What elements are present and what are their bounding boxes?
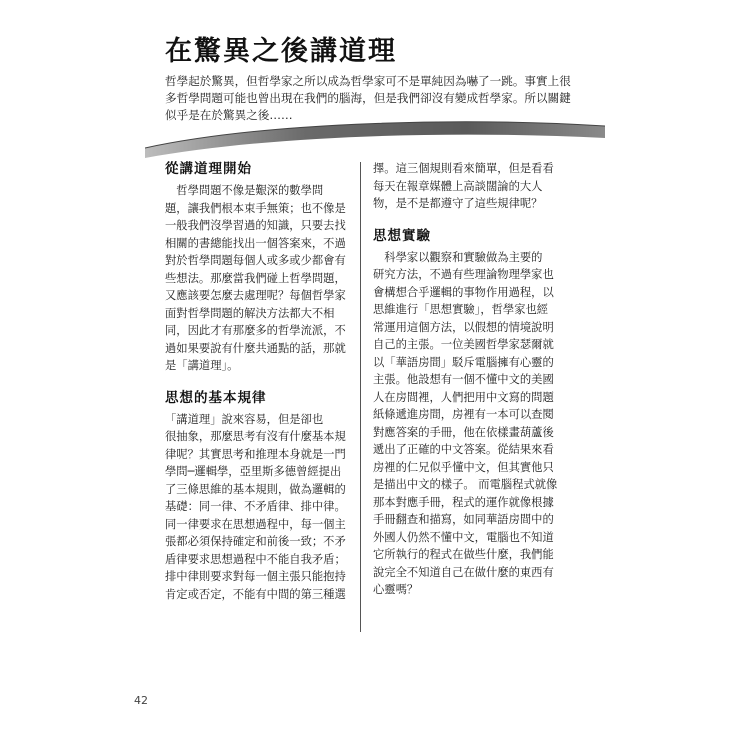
text-line: 是「講道理」。 (165, 359, 239, 372)
text-line: 同一律要求在思想過程中，每一個主 (165, 517, 346, 531)
text-line: 主張。他設想有一個不懂中文的美國 (373, 373, 554, 386)
column-divider (360, 162, 361, 632)
text-line: 了三條思維的基本規則，做為邏輯的 (165, 482, 346, 496)
text-line: 以「華語房間」駁斥電腦擁有心靈的 (373, 355, 554, 369)
text-line: 科學家以觀察和實驗做為主要的 (373, 250, 543, 264)
text-line: 相關的書總能找出一個答案來，不過 (165, 236, 346, 250)
right-column (373, 160, 568, 599)
text-line: 房裡的仁兄似乎懂中文，但其實他只 (373, 460, 554, 474)
text-line: 那本對應手冊，程式的運作就像根據 (373, 495, 554, 509)
section-body (165, 411, 360, 604)
text-line: 遞出了正確的中文答案。從結果來看 (373, 443, 554, 456)
section-heading: 思想實驗 (373, 227, 431, 244)
section-body (165, 182, 360, 375)
text-line: 擇。這三個規則看來簡單，但是看看 (373, 162, 554, 175)
text-line: 人在房間裡，人們把用中文寫的問題 (373, 390, 554, 404)
text-line: 手冊翻查和描寫，如同華語房間中的 (373, 513, 554, 526)
text-line: 學問─邏輯學，亞里斯多德曾經提出 (165, 465, 342, 478)
continued-body (373, 160, 568, 213)
section-heading: 從講道理開始 (165, 161, 252, 177)
intro-paragraph (165, 73, 597, 124)
text-line: 律呢？其實思考和推理本身就是一門 (165, 447, 346, 461)
text-line: 心靈嗎？ (373, 583, 419, 596)
text-line: 紙條遞進房間，房裡有一本可以查閱 (373, 408, 554, 421)
text-line: 研究方法，不過有些理論物理學家也 (373, 268, 554, 281)
text-line: 些想法。那麼當我們碰上哲學問題， (165, 271, 346, 285)
text-line: 很抽象，那麼思考有沒有什麼基本規 (165, 430, 346, 443)
header-swoosh-decoration (145, 118, 605, 162)
text-line: 一般我們沒學習過的知識，只要去找 (165, 219, 346, 232)
text-line: 思維進行「思想實驗」，哲學家也經 (373, 303, 549, 316)
section-body (373, 249, 568, 599)
text-line: 同，因此才有那麼多的哲學流派，不 (165, 324, 346, 337)
text-line: 「講道理」說來容易，但是卻也 (165, 412, 324, 426)
section-heading: 思想的基本規律 (165, 389, 267, 406)
text-line: 對應答案的手冊，他在依樣畫葫蘆後 (373, 425, 554, 439)
text-line: 基礎：同一律、不矛盾律、排中律。 (165, 500, 346, 513)
text-line: 是描出中文的樣子。 而電腦程式就像 (373, 478, 558, 491)
text-line: 盾律要求思想過程中不能自我矛盾； (165, 552, 346, 566)
text-line: 它所執行的程式在做些什麼，我們能 (373, 548, 554, 561)
text-line: 過如果要說有什麼共通點的話，那就 (165, 341, 346, 355)
text-line: 排中律則要求對每一個主張只能抱持 (165, 570, 346, 583)
text-line: 題，讓我們根本束手無策；也不像是 (165, 201, 346, 215)
intro-line: 似乎是在於驚異之後…… (165, 108, 293, 122)
text-line: 常運用這個方法，以假想的情境說明 (373, 320, 554, 334)
text-line: 會構想合乎邏輯的事物作用過程，以 (373, 285, 554, 299)
text-line: 肯定或否定，不能有中間的第三種選 (165, 587, 346, 601)
text-line: 自己的主張。一位美國哲學家瑟爾就 (373, 338, 554, 351)
text-line: 張都必須保持確定和前後一致；不矛 (165, 535, 346, 548)
page-title: 在驚異之後講道理 (165, 36, 397, 67)
intro-line: 多哲學問題可能也曾出現在我們的腦海，但是我們卻沒有變成哲學家。所以關鍵 (165, 91, 571, 105)
text-line: 又應該要怎麼去處理呢？每個哲學家 (165, 289, 346, 302)
text-line: 哲學問題不像是艱深的數學問 (165, 184, 324, 197)
text-line: 面對哲學問題的解決方法都大不相 (165, 306, 335, 320)
intro-line: 哲學起於驚異，但哲學家之所以成為哲學家可不是單純因為嚇了一跳。事實上很 (165, 74, 571, 88)
text-line: 對於哲學問題每個人或多或少都會有 (165, 254, 346, 267)
text-line: 物，是不是都遵守了這些規律呢？ (373, 197, 543, 210)
text-line: 每天在報章媒體上高談闊論的大人 (373, 179, 543, 193)
text-line: 說完全不知道自己在做什麼的東西有 (373, 565, 554, 579)
page-number: 42 (134, 694, 148, 707)
text-line: 外國人仍然不懂中文，電腦也不知道 (373, 530, 554, 544)
left-column (165, 160, 360, 603)
